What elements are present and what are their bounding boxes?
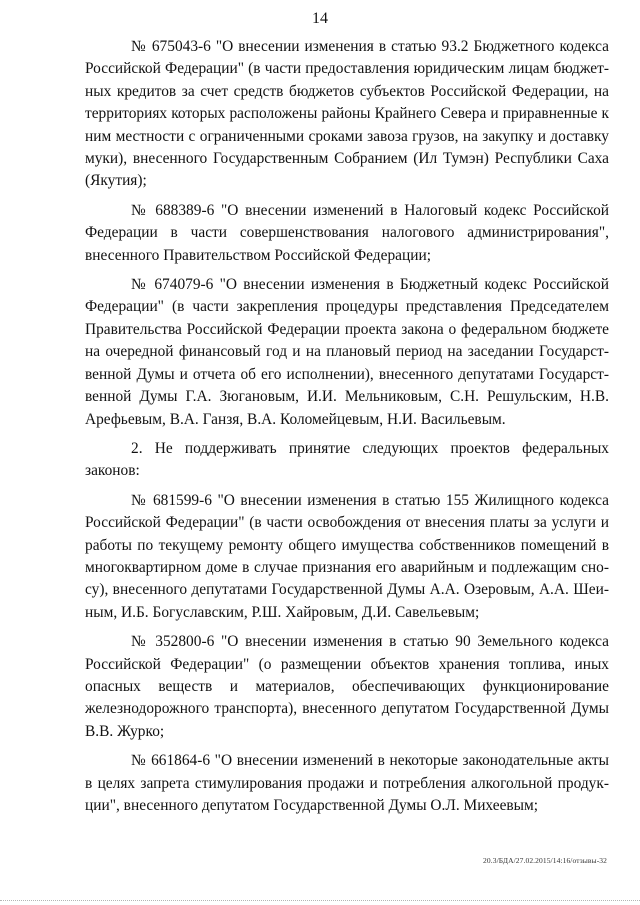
page-number: 14 [312, 10, 328, 27]
page-bottom-edge [0, 900, 640, 901]
bill-item-674079-6: № 674079-6 "О внесении изменения в Бюджетный кодекс Российской Федерации" (в части закрепления процедуры представления Председателем Правительства Российской Федерации проекта закона о федеральном бюджете на очередной финансовый год и на плановый период на заседании Государственной Думы и отчета об его исполнении), внесенного депутатами Государственной Думы Г.А. Зюгановым, И.И. Мельниковым, С.Н. Решульским, Н.В. Арефьевым, В.А. Ганзя, В.А. Коломейцевым, Н.И. Васильевым. [85, 276, 609, 428]
bill-item-688389-6: № 688389-6 "О внесении изменений в Налоговый кодекс Российской Федерации в части совершенствования налогового администрирования", внесенного Правительством Российской Федерации; [85, 201, 609, 264]
bill-item-661864-6: № 661864-6 "О внесении изменений в некоторые законодательные акты в целях запрета стимулирования продажи и потребления алкогольной продукции", внесенного депутатом Государственной Думы О.Л. Михеевым; [85, 752, 609, 814]
footer-document-code: 20.3/БДА/27.02.2015/14:16/отзывы-32 [483, 856, 607, 865]
document-body [85, 36, 609, 824]
bill-item-352800-6: № 352800-6 "О внесении изменения в статью 90 Земельного кодекса Российской Федерации" (о размещении объектов хранения топлива, иных опасных веществ и материалов, обеспечивающих функционирование железнодорожного транспорта), внесенного депутатом Государственной Думы В.В. Журко; [85, 633, 609, 740]
section-heading-not-support: 2. Не поддерживать принятие следующих проектов федеральных законов: [85, 439, 609, 480]
bill-item-681599-6: № 681599-6 "О внесении изменения в статью 155 Жилищного кодекса Российской Федерации" (в части освобождения от внесения платы за услуги и работы по текущему ремонту общего имущества собственников помещений в многоквартирном доме в случае признания его аварийным и подлежащим сносу), внесенного депутатами Государственной Думы А.А. Озеровым, А.А. Шеиным, И.Б. Богуславским, Р.Ш. Хайровым, Д.И. Савельевым; [85, 491, 609, 621]
bill-item-675043-6: № 675043-6 "О внесении изменения в статью 93.2 Бюджетного кодекса Российской Федерации" (в части предоставления юридическим лицам бюджетных кредитов за счет средств бюджетов субъектов Российской Федерации, на территориях которых расположены районы Крайнего Севера и приравненные к ним местности с ограниченными сроками завоза грузов, на закупку и доставку муки), внесенного Государственным Собранием (Ил Тумэн) Республики Саха (Якутия); [85, 38, 609, 190]
